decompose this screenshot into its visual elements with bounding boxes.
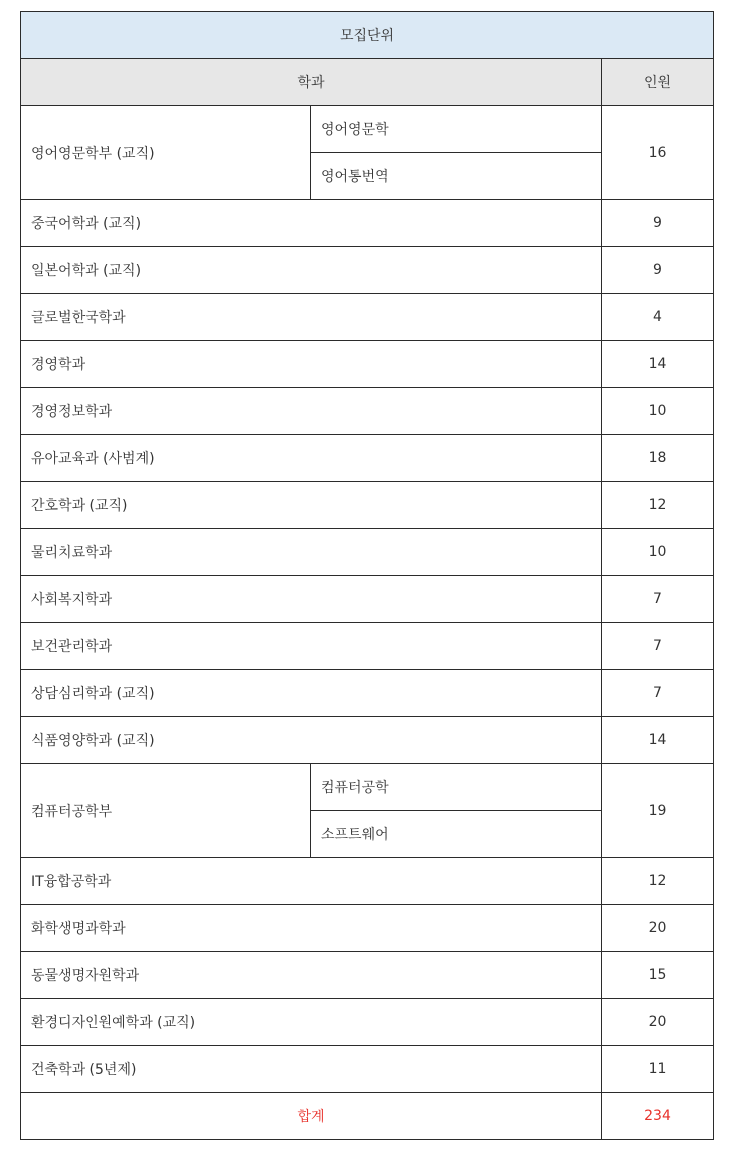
quota-value: 16 bbox=[602, 106, 714, 200]
department-name: 일본어학과 (교직) bbox=[21, 247, 602, 294]
table-header-row bbox=[21, 59, 714, 106]
quota-value: 7 bbox=[602, 576, 714, 623]
table-row bbox=[21, 341, 714, 388]
quota-value: 15 bbox=[602, 952, 714, 999]
quota-value: 11 bbox=[602, 1046, 714, 1093]
table-row bbox=[21, 999, 714, 1046]
department-name: 환경디자인원예학과 (교직) bbox=[21, 999, 602, 1046]
total-row bbox=[21, 1093, 714, 1140]
quota-value: 14 bbox=[602, 717, 714, 764]
department-name: 유아교육과 (사범계) bbox=[21, 435, 602, 482]
quota-value: 19 bbox=[602, 764, 714, 858]
department-name: 중국어학과 (교직) bbox=[21, 200, 602, 247]
department-group-name: 영어영문학부 (교직) bbox=[21, 106, 311, 200]
table-row bbox=[21, 623, 714, 670]
major-name: 영어영문학 bbox=[311, 106, 602, 153]
table-title: 모집단위 bbox=[21, 12, 714, 59]
quota-value: 9 bbox=[602, 247, 714, 294]
department-header: 학과 bbox=[21, 59, 602, 106]
department-name: 경영학과 bbox=[21, 341, 602, 388]
department-name: 식품영양학과 (교직) bbox=[21, 717, 602, 764]
department-name: 글로벌한국학과 bbox=[21, 294, 602, 341]
department-name: 동물생명자원학과 bbox=[21, 952, 602, 999]
table-row bbox=[21, 952, 714, 999]
major-name: 소프트웨어 bbox=[311, 811, 602, 858]
table-row bbox=[21, 294, 714, 341]
table-row bbox=[21, 905, 714, 952]
quota-value: 18 bbox=[602, 435, 714, 482]
department-name: 보건관리학과 bbox=[21, 623, 602, 670]
department-name: 경영정보학과 bbox=[21, 388, 602, 435]
table-row bbox=[21, 388, 714, 435]
total-label: 합계 bbox=[21, 1093, 602, 1140]
department-name: 화학생명과학과 bbox=[21, 905, 602, 952]
quota-value: 7 bbox=[602, 623, 714, 670]
quota-value: 20 bbox=[602, 999, 714, 1046]
quota-header: 인원 bbox=[602, 59, 714, 106]
quota-value: 12 bbox=[602, 858, 714, 905]
department-name: 물리치료학과 bbox=[21, 529, 602, 576]
department-group-name: 컴퓨터공학부 bbox=[21, 764, 311, 858]
quota-value: 4 bbox=[602, 294, 714, 341]
table-row bbox=[21, 576, 714, 623]
table-title-row bbox=[21, 12, 714, 59]
total-value: 234 bbox=[602, 1093, 714, 1140]
quota-value: 9 bbox=[602, 200, 714, 247]
quota-value: 12 bbox=[602, 482, 714, 529]
table-row bbox=[21, 717, 714, 764]
table-row bbox=[21, 858, 714, 905]
major-name: 컴퓨터공학 bbox=[311, 764, 602, 811]
table-row bbox=[21, 247, 714, 294]
major-name: 영어통번역 bbox=[311, 153, 602, 200]
table-row bbox=[21, 200, 714, 247]
table-row bbox=[21, 529, 714, 576]
department-name: 건축학과 (5년제) bbox=[21, 1046, 602, 1093]
admission-quota-table bbox=[20, 11, 714, 1140]
department-name: 사회복지학과 bbox=[21, 576, 602, 623]
quota-value: 14 bbox=[602, 341, 714, 388]
department-name: IT융합공학과 bbox=[21, 858, 602, 905]
table-row bbox=[21, 670, 714, 717]
table-row bbox=[21, 106, 714, 153]
table-row bbox=[21, 435, 714, 482]
quota-value: 10 bbox=[602, 388, 714, 435]
table-row bbox=[21, 1046, 714, 1093]
quota-value: 7 bbox=[602, 670, 714, 717]
table-row bbox=[21, 764, 714, 811]
table-row bbox=[21, 482, 714, 529]
department-name: 상담심리학과 (교직) bbox=[21, 670, 602, 717]
department-name: 간호학과 (교직) bbox=[21, 482, 602, 529]
quota-value: 20 bbox=[602, 905, 714, 952]
quota-value: 10 bbox=[602, 529, 714, 576]
